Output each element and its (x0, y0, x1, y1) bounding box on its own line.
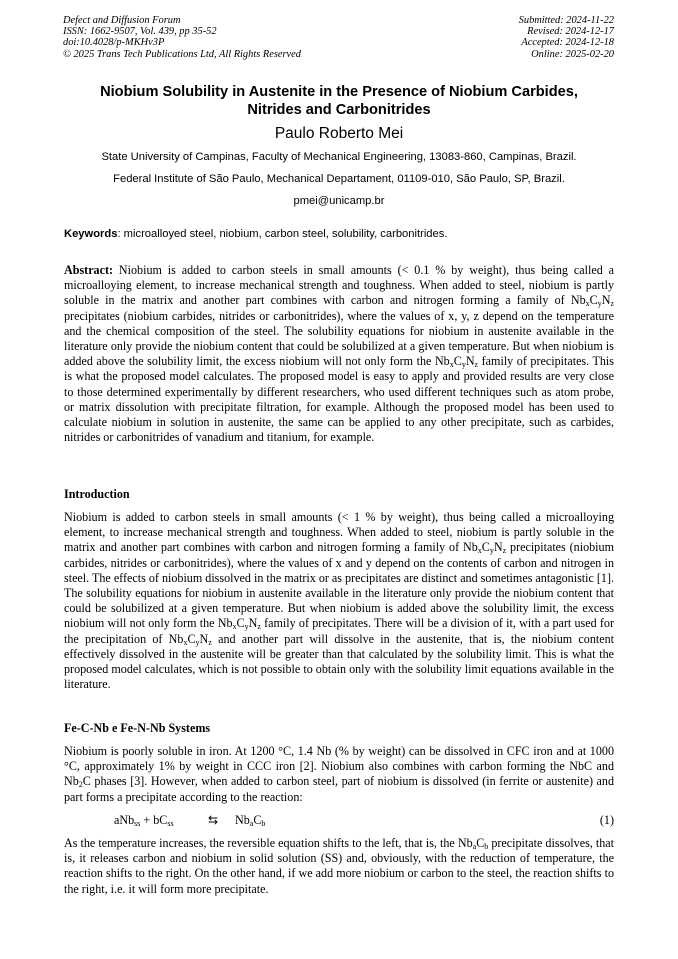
abstract-label: Abstract: (64, 263, 114, 277)
journal-name: Defect and Diffusion Forum (63, 15, 181, 26)
journal-info (63, 15, 301, 60)
date-revised: Revised: 2024-12-17 (527, 26, 614, 38)
journal-copyright: © 2025 Trans Tech Publications Ltd, All Rights Reserved (63, 48, 301, 60)
date-online: Online: 2025-02-20 (531, 48, 614, 60)
author-email[interactable]: pmei@unicamp.br (293, 195, 385, 207)
paper-title-line-2: Nitrides and Carbonitrides (247, 102, 431, 118)
keywords-label: Keywords (64, 228, 118, 240)
equation-number: (1) (599, 813, 614, 827)
publication-dates (519, 15, 614, 60)
abstract-paragraph: Abstract: Niobium is added to carbon steels in small amounts (< 0.1 % by weight), thus being called a microalloying element, to increase mechanical strength and toughness. When added to steel, niobium is partly soluble in the matrix and another part combines with carbon and nitrogen forming a family of $Nb_xC_yN_z$ precipitates (niobium carbides, nitrides or carbonitrides), where the values of x, y, z depend on the temperature and the chemical composition of the steel. The solubility equations for niobium in austenite available in the literature only provide the niobium content that could be solubilized at a given temperature. But when niobium is added above the solubility limit, the excess niobium will not only form the $Nb_xC_yN_z$ family of precipitates. This is what the proposed model calculates. The proposed model is easy to apply and provided results are very close to those determined experimentally by different researchers, who used different techniques such as atom probe, or matrix dissolution with precipitate filtration, for example. Although the proposed model has been used to calculate niobium in solution in austenite, the same can be applied to any other precipitate, such as carbides, nitrides or carbonitrides of vanadium and titanium, for example. (64, 263, 614, 445)
date-submitted: Submitted: 2024-11-22 (518, 15, 614, 26)
equation-lhs: $aNb_{ss} + bC_{ss}$ (114, 813, 174, 828)
keywords (64, 227, 447, 241)
systems-heading: Fe-C-Nb e Fe-N-Nb Systems (64, 721, 211, 735)
introduction-paragraph: Niobium is added to carbon steels in small amounts (< 1 % by weight), thus being called a microalloying element, to increase mechanical strength and toughness. When added to steel, niobium is partly soluble in the matrix and another part combines with carbon and nitrogen forming a family of $Nb_xC_yN_z$ precipitates (niobium carbides, nitrides or carbonitrides), where the values of x and y depend on the contents of carbon and nitrogen in steel. The effects of niobium dissolved in the matrix or as precipitates are distinct and sometimes antagonistic [1]. The solubility equations for niobium in austenite available in the literature only provide the niobium content that could be solubilized at a given temperature. But when niobium is added above the solubility limit, the excess niobium will not only form the $Nb_xC_yN_z$ family of precipitates. There will be a division of it, with a part used for the precipitation of $Nb_xC_yN_z$ and another part will dissolve in the austenite, that is, the niobium content effectively dissolved in the austenite will be greater than that calculated by the solubility limit. This is what the proposed model calculates, which is not possible to obtain only with the solubility limit equations available in the literature. (64, 510, 615, 692)
paper-title (40, 83, 638, 119)
journal-issn: ISSN: 1662-9507, Vol. 439, pp 35-52 (63, 26, 217, 38)
introduction-heading: Introduction (64, 487, 130, 501)
equilibrium-arrow-icon: ⇆ (208, 813, 219, 827)
journal-doi: doi:10.4028/p-MKHv3P (63, 37, 165, 49)
date-accepted: Accepted: 2024-12-18 (521, 37, 614, 49)
paper-title-line-1: Niobium Solubility in Austenite in the Presence of Niobium Carbides, (100, 84, 578, 100)
equation-rhs: $Nb_aC_b$ (235, 813, 266, 828)
affiliation-1: State University of Campinas, Faculty of Mechanical Engineering, 13083-860, Campinas, Brazil. (101, 151, 577, 163)
keywords-text: : microalloyed steel, niobium, carbon steel, solubility, carbonitrides. (117, 228, 448, 240)
author-name: Paulo Roberto Mei (274, 125, 404, 142)
affiliation-2: Federal Institute of São Paulo, Mechanical Departament, 01109-010, São Paulo, SP, Brazil. (113, 173, 565, 185)
systems-paragraph: Niobium is poorly soluble in iron. At 1200 °C, 1.4 Nb (% by weight) can be dissolved in CFC iron and at 1000 °C, approximately 1% by weight in CCC iron [2]. Niobium also combines with carbon forming the NbC and $Nb_2C$ phases [3]. However, when added to carbon steel, part of niobium is dissolved (in ferrite or austenite) and part forms a precipitate according to the reaction: (64, 744, 614, 804)
after-equation-paragraph: As the temperature increases, the reversible equation shifts to the left, that is, the $Nb_aC_b$ precipitate dissolves, that is, it releases carbon and niobium in solid solution (SS) and, obviously, with the reduction of temperature, the reaction shifts to the right. On the other hand, if we add more niobium or carbon to the steel, the reaction shifts to the right, i.e. it will form more precipitate. (64, 836, 614, 896)
